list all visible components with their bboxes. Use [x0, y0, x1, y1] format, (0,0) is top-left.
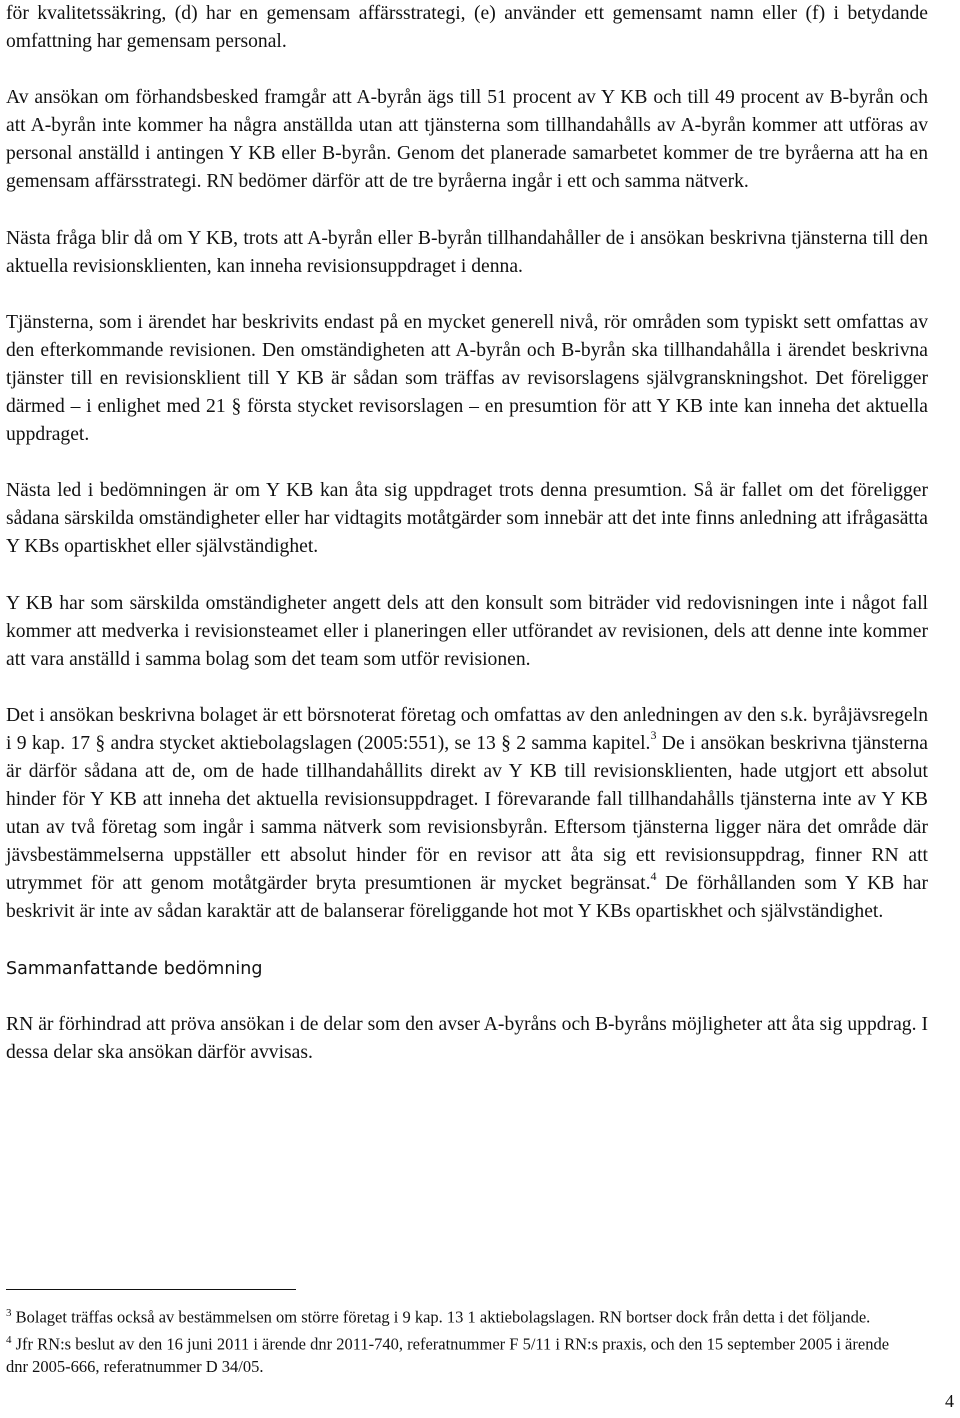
footnote-ref-3: 3	[650, 728, 657, 743]
footnote-text: Jfr RN:s beslut av den 16 juni 2011 i ärende dnr 2011-740, referatnummer F 5/11 i RN:s praxis, och den 15 september 2005 i ärende dnr 2005-666, referatnummer D 34/05.	[6, 1334, 890, 1376]
paragraph-part: De förhållanden som Y KB har beskrivit är inte av sådan karaktär att de balanserar föreliggande hot mot Y KBs opartiskhet och självständighet.	[6, 873, 928, 923]
paragraph-part: Det i ansökan beskrivna bolaget är ett börsnoterat företag och omfattas av den anledningen av den s.k. byråjävsregeln i 9 kap. 17 § andra stycket aktiebolagslagen (2005:551), se 13 § 2 samma kapitel.	[6, 704, 928, 754]
paragraph-ownership: Av ansökan om förhandsbesked framgår att A-byrån ägs till 51 procent av Y KB och till 49 procent av B-byrån och att A-byrån inte kommer ha några anställda utan att tjänsterna som tillhandahålls av A-byrån kommer att utföras av personal anställd i antingen Y KB eller B-byrån. Genom det planerade samarbetet kommer de tre byråerna att ha en gemensam affärsstrategi. RN bedömer därför att de tre byråerna ingår i ett och samma nätverk.	[6, 87, 928, 193]
footnote-text: Bolaget träffas också av bestämmelsen om större företag i 9 kap. 13 1 aktiebolagslagen. RN bortser dock från detta i det följande.	[15, 1307, 871, 1327]
paragraph-next-question: Nästa fråga blir då om Y KB, trots att A-byrån eller B-byrån tillhandahåller de i ansökan beskrivna tjänsterna till den aktuella revisionsklienten, kan inneha revisionsuppdraget i denna.	[6, 227, 928, 277]
footnote-divider	[6, 1289, 296, 1290]
paragraph-network-criteria: för kvalitetssäkring, (d) har en gemensam affärsstrategi, (e) använder ett gemensamt namn eller (f) i betydande omfattning har gemensam personal.	[6, 3, 928, 53]
section-heading: Sammanfattande bedömning	[6, 958, 263, 979]
footnote-number: 3	[6, 1307, 12, 1319]
paragraph-listed-company	[6, 702, 928, 927]
paragraph-conclusion: RN är förhindrad att pröva ansökan i de delar som den avser A-byråns och B-byråns möjligheter att åta sig uppdrag. I dessa delar ska ansökan därför avvisas.	[6, 1013, 928, 1063]
footnote-number: 4	[6, 1334, 12, 1346]
paragraph-special-circumstances: Y KB har som särskilda omständigheter angett dels att den konsult som biträder vid redovisningen inte i något fall kommer att medverka i revisionsteamet eller i planeringen eller utförandet av revisionen, dels att denne inte kommer att vara anställd i samma bolag som det team som utför revisionen.	[6, 592, 928, 670]
footnote-ref-4: 4	[650, 868, 657, 883]
paragraph-part: De i ansökan beskrivna tjänsterna är därför sådana att de, om de hade tillhandahållits direkt av Y KB till revisionsklienten, hade utgjort ett absolut hinder för Y KB att inneha det aktuella revisionsuppdraget. I förevarande fall tillhandahålls tjänsterna inte av Y KB utan av två företag som ingår i samma nätverk som revisionsbyrån. Eftersom tjänsterna ligger nära det område där jävsbestämmelserna uppställer ett absolut hinder för en revisor att åta sig ett revisionsuppdrag, finner RN att utrymmet för att genom motåtgärder bryta presumtionen är mycket begränsat.	[6, 732, 928, 895]
paragraph-presumption: Nästa led i bedömningen är om Y KB kan åta sig uppdraget trots denna presumtion. Så är fallet om det föreligger sådana särskilda omständigheter eller har vidtagits motåtgärder som innebär att det inte finns anledning att ifrågasätta Y KBs opartiskhet eller självständighet.	[6, 480, 928, 558]
footnotes	[6, 1289, 906, 1379]
document-body	[6, 0, 928, 1067]
footnote-3	[6, 1302, 906, 1329]
paragraph-self-review-threat: Tjänsterna, som i ärendet har beskrivits endast på en mycket generell nivå, rör områden som typiskt sett omfattas av den efterkommande revisionen. Den omständigheten att A-byrån och B-byrån ska tillhandahålla i ärendet beskrivna tjänster till en revisionsklient till Y KB är sådan som träffas av revisorslagens självgranskningshot. Det föreligger därmed – i enlighet med 21 § första stycket revisorslagen – en presumtion för att Y KB inte kan inneha det aktuella uppdraget.	[6, 311, 928, 446]
footnote-4	[6, 1329, 906, 1379]
page-number: 4	[945, 1391, 954, 1411]
